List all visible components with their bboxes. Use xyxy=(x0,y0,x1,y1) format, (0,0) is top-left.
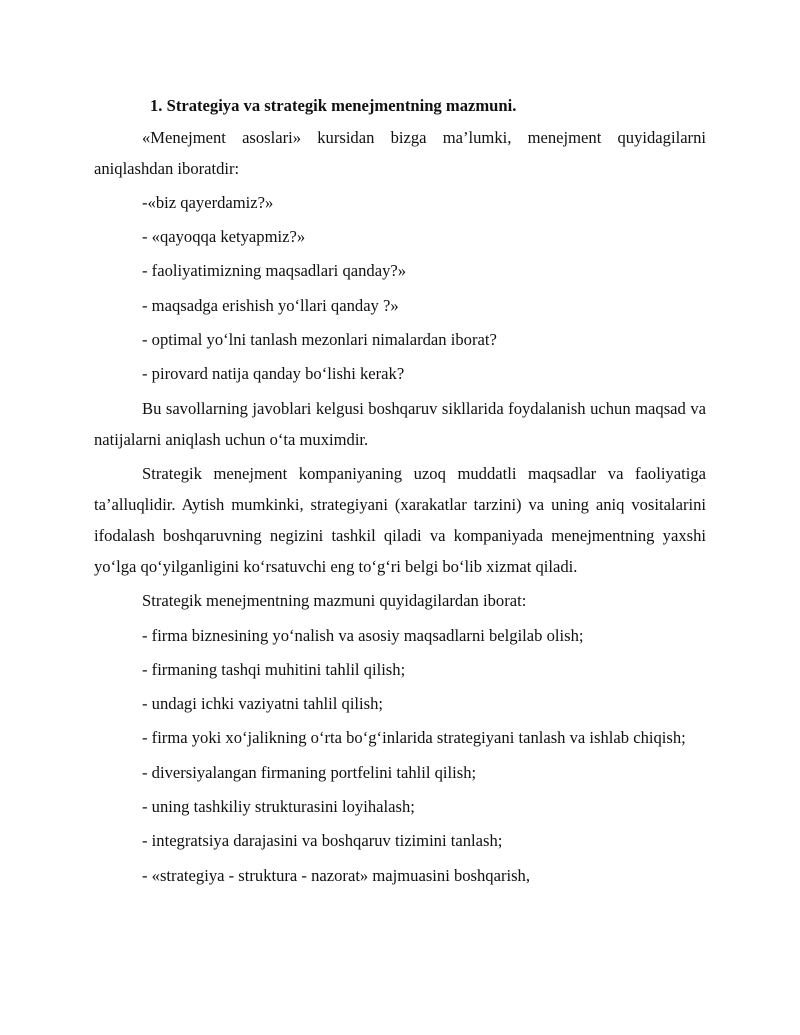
paragraph: - integratsiya darajasini va boshqaruv tizimini tanlash; xyxy=(142,831,503,851)
paragraph: - «strategiya - struktura - nazorat» majmuasini boshqarish, xyxy=(142,865,531,885)
paragraph: - uning tashkiliy strukturasini loyihalash; xyxy=(142,797,415,817)
paragraph-list xyxy=(94,122,706,891)
paragraph: - firma biznesining yo‘nalish va asosiy maqsadlarni belgilab olish; xyxy=(142,625,584,645)
paragraph: - undagi ichki vaziyatni tahlil qilish; xyxy=(142,694,384,714)
paragraph: - optimal yo‘lni tanlash mezonlari nimalardan iborat? xyxy=(142,330,497,350)
paragraph: - «qayoqqa ketyapmiz?» xyxy=(142,227,306,247)
paragraph: - firmaning tashqi muhitini tahlil qilish; xyxy=(142,659,406,679)
paragraph: - firma yoki xo‘jalikning o‘rta bo‘g‘inlarida strategiyani tanlash va ishlab chiqish; xyxy=(142,728,686,748)
paragraph: «Menejment asoslari» kursidan bizga ma’lumki, menejment quyidagilarni aniqlashdan iboratdir: xyxy=(94,127,706,178)
paragraph: - diversiyalangan firmaning portfelini tahlil qilish; xyxy=(142,762,477,782)
document-body xyxy=(94,93,706,894)
paragraph: - maqsadga erishish yo‘llari qanday ?» xyxy=(142,295,399,315)
section-heading: 1. Strategiya va strategik menejmentning mazmuni. xyxy=(150,96,517,115)
paragraph: Strategik menejmentning mazmuni quyidagilardan iborat: xyxy=(142,591,527,611)
paragraph: -«biz qayerdamiz?» xyxy=(142,192,274,212)
paragraph: Strategik menejment kompaniyaning uzoq muddatli maqsadlar va faoliyatiga ta’alluqlidir. Aytish mumkinki, strategiyani (xarakatlar tarzini) va uning aniq vositalarini ifodalash boshqaruvning negizini tashkil qiladi va kompaniyada menejmentning yaxshi yo‘lga qo‘yilganligini ko‘rsatuvchi eng to‘g‘ri belgi bo‘lib xizmat qiladi. xyxy=(94,463,706,576)
paragraph: - pirovard natija qanday bo‘lishi kerak? xyxy=(142,364,405,384)
paragraph: Bu savollarning javoblari kelgusi boshqaruv sikllarida foydalanish uchun maqsad va natijalarni aniqlash uchun o‘ta muximdir. xyxy=(94,398,706,449)
paragraph: - faoliyatimizning maqsadlari qanday?» xyxy=(142,261,407,281)
